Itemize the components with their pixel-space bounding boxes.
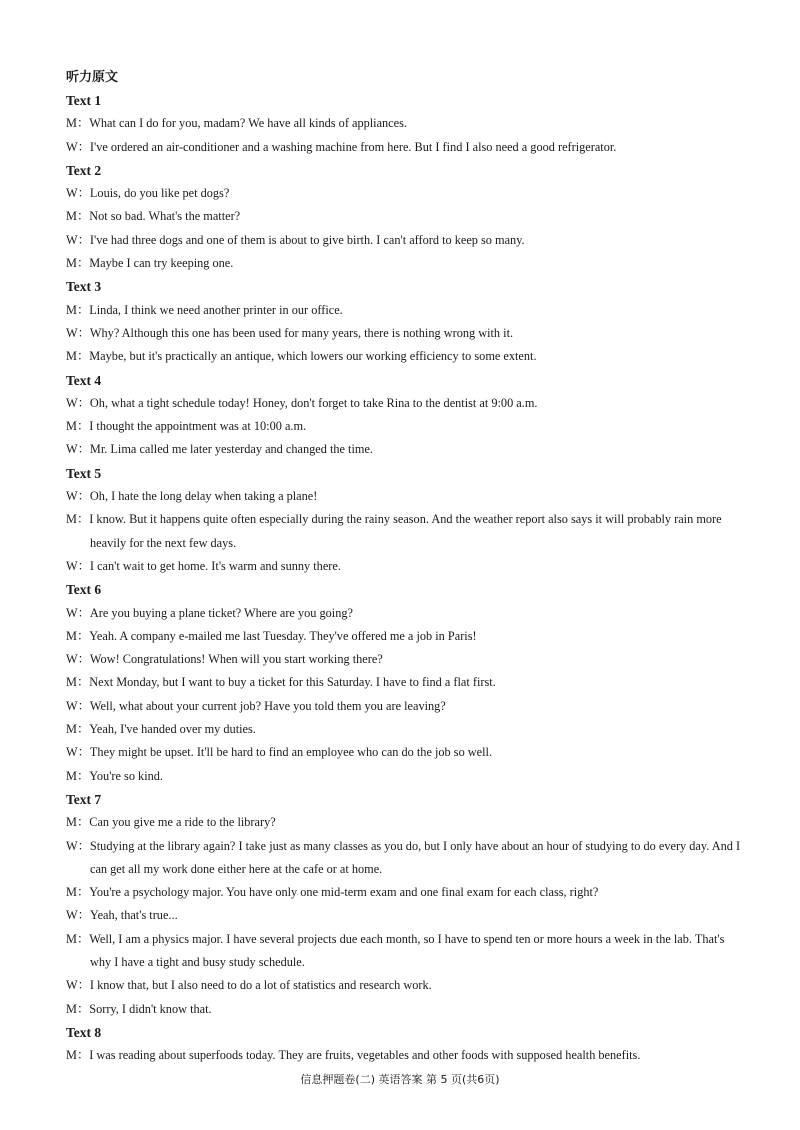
speaker-label: W — [66, 442, 78, 457]
section-title: Text 4 — [66, 372, 102, 388]
speaker-label: M — [66, 349, 77, 364]
utterance-text: Why? Although this one has been used for many years, there is nothing wrong with it. — [89, 325, 514, 340]
speaker-separator: ： — [76, 1001, 90, 1016]
speaker-label: M — [66, 1001, 77, 1016]
utterance-text: Sorry, I didn't know that. — [89, 1001, 212, 1016]
section-title: Text 2 — [66, 162, 102, 178]
dialogue-line — [66, 881, 746, 904]
dialogue-line — [66, 648, 746, 671]
utterance-text: What can I do for you, madam? We have all kinds of appliances. — [89, 116, 407, 131]
utterance-text: Louis, do you like pet dogs? — [89, 186, 230, 201]
speaker-separator: ： — [76, 628, 90, 643]
speaker-label: M — [66, 815, 77, 830]
speaker-label: W — [66, 698, 78, 713]
dialogue-line — [66, 392, 746, 415]
utterance-text: I was reading about superfoods today. They are fruits, vegetables and other foods with supposed health benefits. — [89, 1048, 641, 1063]
dialogue-line — [66, 205, 746, 228]
dialogue-line — [66, 252, 746, 275]
speaker-label: M — [66, 302, 77, 317]
speaker-label: W — [66, 745, 78, 760]
utterance-text: Maybe I can try keeping one. — [89, 256, 234, 271]
speaker-separator: ： — [77, 745, 90, 760]
speaker-label: W — [66, 139, 78, 154]
section-title: Text 5 — [66, 465, 102, 481]
speaker-label: W — [66, 489, 78, 504]
section-title: Text 7 — [66, 791, 102, 807]
utterance-text: Oh, I hate the long delay when taking a plane! — [89, 489, 318, 504]
dialogue-line — [66, 136, 746, 159]
dialogue-line — [66, 765, 746, 788]
utterance-text: I know. But it happens quite often especially during the rainy season. And the weather report also says it will probably rain more heavily for the next few days. — [89, 512, 722, 550]
speaker-label: W — [66, 605, 78, 620]
speaker-label: M — [66, 256, 77, 271]
speaker-separator: ： — [77, 558, 90, 573]
utterance-text: Maybe, but it's practically an antique, which lowers our working efficiency to some extent. — [89, 349, 537, 364]
speaker-separator: ： — [76, 349, 90, 364]
speaker-separator: ： — [77, 908, 90, 923]
page-footer: 信息押题卷(二) 英语答案 第 5 页(共6页) — [300, 1073, 500, 1086]
speaker-separator: ： — [77, 698, 90, 713]
dialogue-line — [66, 835, 746, 882]
dialogue-line — [66, 345, 746, 368]
utterance-text: I thought the appointment was at 10:00 a.m. — [89, 419, 307, 434]
speaker-separator: ： — [76, 722, 90, 737]
dialogue-line — [66, 904, 746, 927]
section-title: Text 1 — [66, 93, 102, 108]
speaker-separator: ： — [76, 512, 90, 527]
speaker-separator: ： — [76, 116, 90, 131]
speaker-label: W — [66, 232, 78, 247]
utterance-text: Yeah, I've handed over my duties. — [89, 722, 256, 737]
dialogue-line — [66, 182, 746, 205]
dialogue-line — [66, 322, 746, 345]
speaker-label: M — [66, 675, 77, 690]
utterance-text: They might be upset. It'll be hard to find an employee who can do the job so well. — [89, 745, 493, 760]
utterance-text: Yeah, that's true... — [89, 908, 178, 923]
speaker-separator: ： — [77, 139, 90, 154]
dialogue-line — [66, 299, 746, 322]
dialogue-line — [66, 555, 746, 578]
speaker-label: M — [66, 116, 77, 131]
page-heading: 听力原文 — [66, 70, 119, 85]
section-title: Text 3 — [66, 279, 102, 295]
speaker-separator: ： — [77, 395, 90, 410]
utterance-text: You're so kind. — [89, 768, 163, 783]
utterance-text: Not so bad. What's the matter? — [89, 209, 241, 224]
speaker-label: W — [66, 978, 78, 993]
speaker-separator: ： — [76, 768, 90, 783]
utterance-text: Next Monday, but I want to buy a ticket for this Saturday. I have to find a flat first. — [89, 675, 496, 690]
speaker-separator: ： — [76, 675, 90, 690]
speaker-label: M — [66, 885, 77, 900]
dialogue-line — [66, 718, 746, 741]
utterance-text: Mr. Lima called me later yesterday and changed the time. — [89, 442, 373, 457]
speaker-separator: ： — [77, 978, 90, 993]
dialogue-line — [66, 602, 746, 625]
dialogue-line — [66, 695, 746, 718]
speaker-label: M — [66, 512, 77, 527]
speaker-label: M — [66, 722, 77, 737]
speaker-separator: ： — [76, 815, 90, 830]
dialogue-line — [66, 998, 746, 1021]
utterance-text: Wow! Congratulations! When will you start working there? — [89, 652, 383, 667]
speaker-separator: ： — [77, 186, 90, 201]
speaker-separator: ： — [77, 652, 90, 667]
section-title: Text 8 — [66, 1024, 102, 1040]
speaker-separator: ： — [76, 885, 90, 900]
speaker-label: W — [66, 558, 78, 573]
utterance-text: Linda, I think we need another printer in our office. — [89, 302, 343, 317]
speaker-separator: ： — [77, 838, 90, 853]
speaker-label: W — [66, 838, 78, 853]
section-title: Text 6 — [66, 582, 102, 598]
dialogue-line — [66, 928, 746, 975]
speaker-label: W — [66, 325, 78, 340]
dialogue-line — [66, 112, 746, 135]
dialogue-line — [66, 508, 746, 555]
utterance-text: You're a psychology major. You have only one mid-term exam and one final exam for each class, right? — [89, 885, 599, 900]
utterance-text: Well, I am a physics major. I have several projects due each month, so I have to spend ten or more hours a week in the lab. That's why I have a tight and busy study schedule. — [89, 931, 725, 969]
dialogue-line — [66, 1044, 746, 1067]
utterance-text: I've ordered an air-conditioner and a washing machine from here. But I find I also need a good refrigerator. — [89, 139, 617, 154]
dialogue-line — [66, 415, 746, 438]
utterance-text: I've had three dogs and one of them is about to give birth. I can't afford to keep so many. — [89, 232, 525, 247]
utterance-text: Well, what about your current job? Have you told them you are leaving? — [89, 698, 446, 713]
speaker-label: M — [66, 419, 77, 434]
speaker-label: W — [66, 186, 78, 201]
utterance-text: I know that, but I also need to do a lot of statistics and research work. — [89, 978, 432, 993]
speaker-label: W — [66, 395, 78, 410]
speaker-label: M — [66, 1048, 77, 1063]
transcript-body — [66, 89, 746, 1067]
speaker-separator: ： — [76, 931, 90, 946]
speaker-separator: ： — [77, 442, 90, 457]
utterance-text: I can't wait to get home. It's warm and sunny there. — [89, 558, 341, 573]
speaker-label: W — [66, 908, 78, 923]
dialogue-line — [66, 741, 746, 764]
speaker-separator: ： — [77, 232, 90, 247]
speaker-separator: ： — [77, 605, 90, 620]
speaker-separator: ： — [76, 1048, 90, 1063]
speaker-label: W — [66, 652, 78, 667]
utterance-text: Are you buying a plane ticket? Where are you going? — [89, 605, 353, 620]
speaker-label: M — [66, 628, 77, 643]
speaker-label: M — [66, 209, 77, 224]
speaker-separator: ： — [76, 302, 90, 317]
dialogue-line — [66, 438, 746, 461]
speaker-separator: ： — [76, 419, 90, 434]
speaker-separator: ： — [76, 209, 90, 224]
dialogue-line — [66, 811, 746, 834]
utterance-text: Studying at the library again? I take just as many classes as you do, but I only have about an hour of studying to do every day. And I can get all my work done either here at the cafe or at home. — [89, 838, 741, 876]
utterance-text: Can you give me a ride to the library? — [89, 815, 276, 830]
speaker-label: M — [66, 768, 77, 783]
speaker-separator: ： — [76, 256, 90, 271]
dialogue-line — [66, 485, 746, 508]
speaker-separator: ： — [77, 489, 90, 504]
utterance-text: Oh, what a tight schedule today! Honey, don't forget to take Rina to the dentist at 9:00 a.m. — [89, 395, 538, 410]
speaker-separator: ： — [77, 325, 90, 340]
dialogue-line — [66, 671, 746, 694]
utterance-text: Yeah. A company e-mailed me last Tuesday. They've offered me a job in Paris! — [89, 628, 477, 643]
speaker-label: M — [66, 931, 77, 946]
dialogue-line — [66, 974, 746, 997]
dialogue-line — [66, 229, 746, 252]
dialogue-line — [66, 625, 746, 648]
